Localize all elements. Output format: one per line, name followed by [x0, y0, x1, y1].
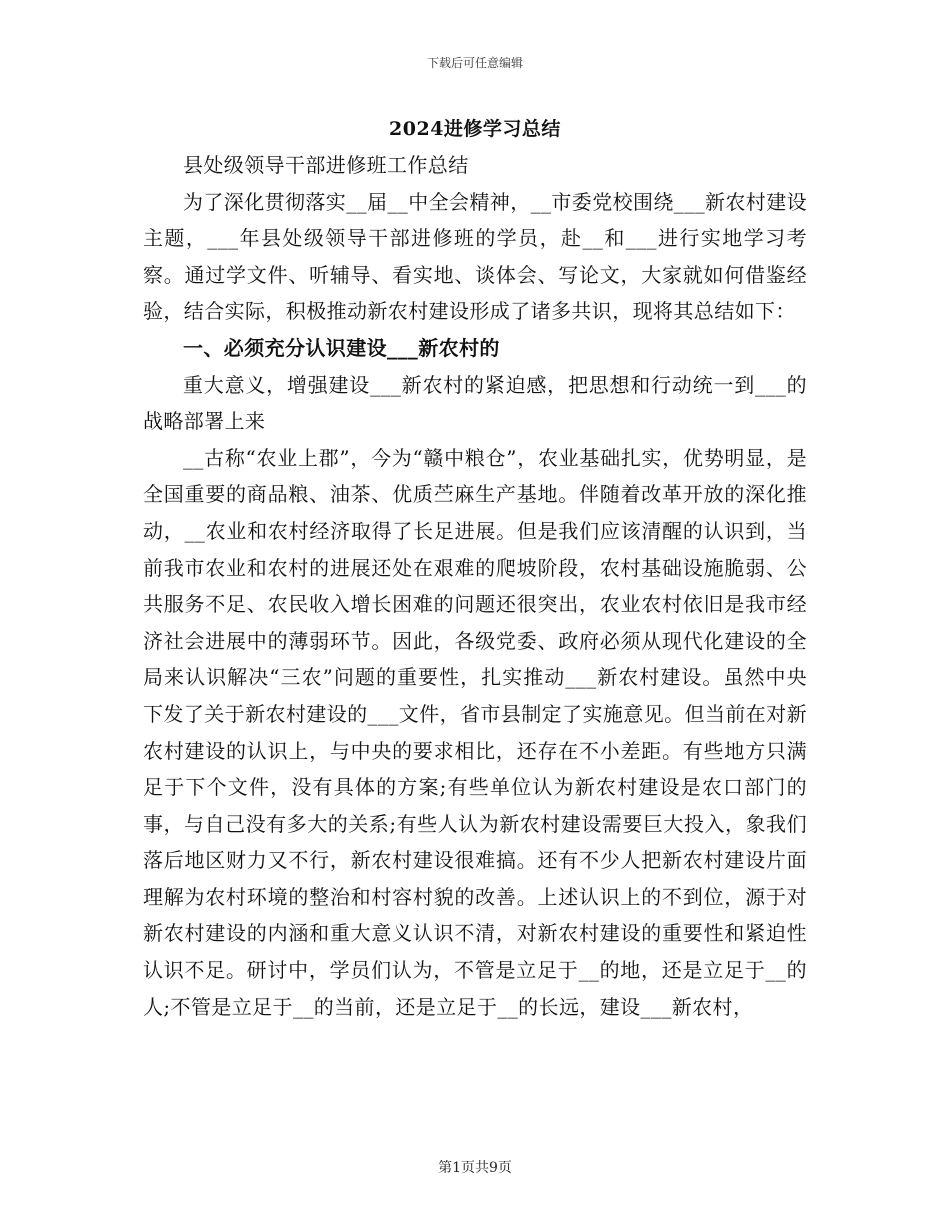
document-title: 2024进修学习总结 [389, 118, 561, 140]
subtitle-paragraph: 县处级领导干部进修班工作总结 [183, 153, 469, 177]
document-body [143, 147, 807, 1025]
page-number: 第1页共9页 [438, 1160, 512, 1176]
download-note: 下载后可任意编辑 [426, 56, 523, 70]
body-paragraph: __古称“农业上郡”，今为“赣中粮仓”，农业基础扎实，优势明显，是全国重要的商品粮、油茶、优质苎麻生产基地。伴随着改革开放的深化推动，__农业和农村经济取得了长足进展。但是我们应该清醒的认识到，当前我市农业和农村的进展还处在艰难的爬坡阶段，农村基础设施脆弱、公共服务不足、农民收入增长困难的问题还很突出，农业农村依旧是我市经济社会进展中的薄弱环节。因此，各级党委、政府必须从现代化建设的全局来认识解决“三农”问题的重要性，扎实推动___新农村建设。虽然中央下发了关于新农村建设的___文件，省市县制定了实施意见。但当前在对新农村建设的认识上，与中央的要求相比，还存在不小差距。有些地方只满足于下个文件，没有具体的方案;有些单位认为新农村建设是农口部门的事，与自己没有多大的关系;有些人认为新农村建设需要巨大投入，象我们落后地区财力又不行，新农村建设很难搞。还有不少人把新农村建设片面理解为农村环境的整治和村容村貌的改善。上述认识上的不到位，源于对新农村建设的内涵和重大意义认识不清，对新农村建设的重要性和紧迫性认识不足。研讨中，学员们认为，不管是立足于__的地，还是立足于__的人;不管是立足于__的当前，还是立足于__的长远，建设___新农村， [143, 445, 807, 1019]
intro-paragraph: 为了深化贯彻落实__届__中全会精神，__市委党校围绕___新农村建设主题，___年县处级领导干部进修班的学员，赴__和___进行实地学习考察。通过学文件、听辅导、看实地、谈体会、写论文，大家就如何借鉴经验，结合实际，积极推动新农村建设形成了诸多共识，现将其总结如下： [143, 189, 807, 324]
heading-continuation-paragraph: 重大意义，增强建设___新农村的紧迫感，把思想和行动统一到___的战略部署上来 [143, 372, 807, 434]
section-heading: 一、必须充分认识建设___新农村的 [183, 335, 500, 360]
